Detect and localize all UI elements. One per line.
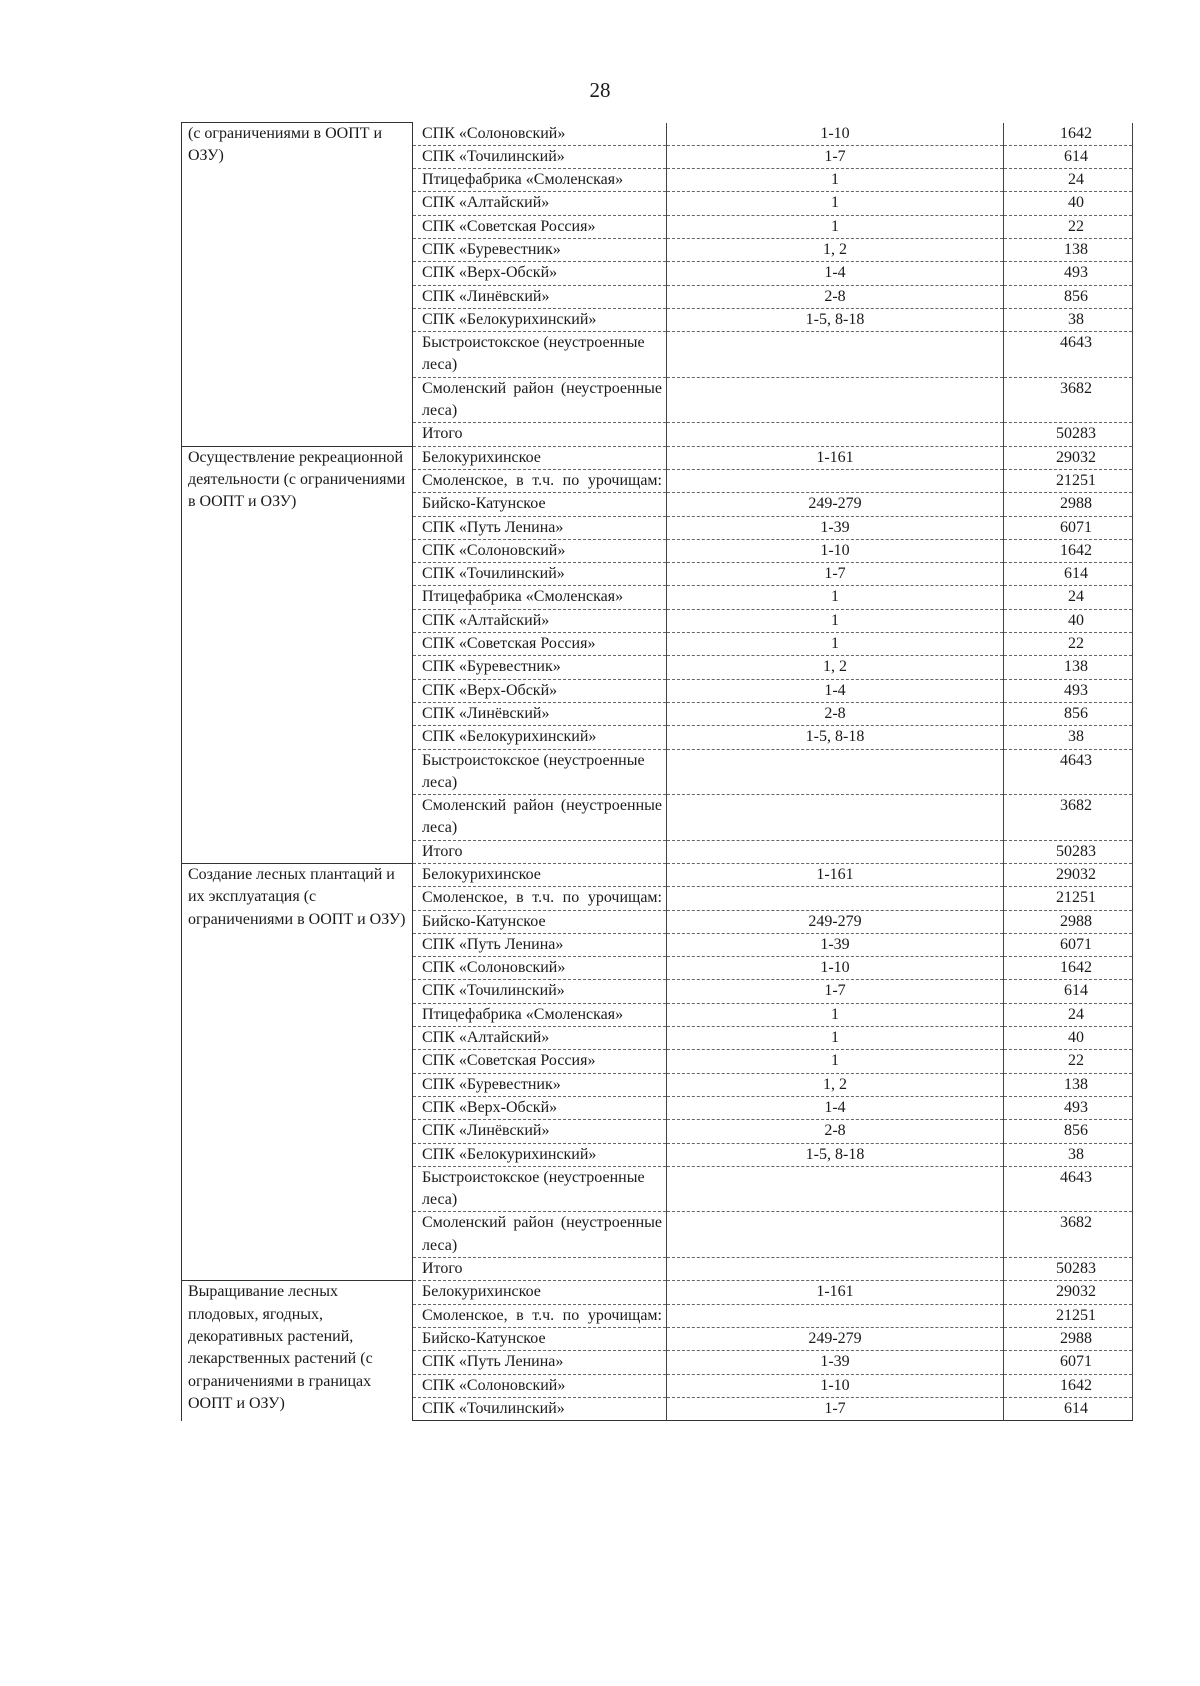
area-cell: 22 [1004,633,1133,656]
table-row [182,123,1133,146]
quarters-cell: 1-5, 8-18 [667,726,1004,749]
quarters-cell: 1-4 [667,679,1004,702]
area-cell: 50283 [1004,423,1133,446]
forestry-name-cell: СПК «Алтайский» [413,1027,667,1050]
quarters-cell: 2-8 [667,285,1004,308]
area-cell: 24 [1004,1003,1133,1026]
area-cell: 6071 [1004,933,1133,956]
forestry-name-text: Смоленское, в т.ч. по урочищам: [422,889,662,907]
forestry-name-cell: СПК «Точилинский» [413,980,667,1003]
area-cell: 4643 [1004,1166,1133,1212]
forestry-name-cell: СПК «Советская Россия» [413,1050,667,1073]
quarters-cell: 1 [667,609,1004,632]
area-cell: 29032 [1004,446,1133,469]
quarters-cell: 1 [667,633,1004,656]
area-cell: 4643 [1004,749,1133,795]
table-body [182,123,1133,1421]
forestry-name-cell: СПК «Алтайский» [413,609,667,632]
forest-use-table [181,122,1133,1421]
category-cell: Осуществление рекреационной деятельности (с ограничениями в ООПТ и ОЗУ) [182,446,413,863]
forestry-name-text: Смоленское, в т.ч. по урочищам: [422,1306,662,1324]
quarters-cell: 1-161 [667,446,1004,469]
area-cell: 1642 [1004,539,1133,562]
forestry-name-cell: СПК «Линёвский» [413,702,667,725]
quarters-cell: 1-4 [667,1096,1004,1119]
forestry-name-cell: Белокурихинское [413,1281,667,1304]
forestry-name-cell: Бийско-Катунское [413,493,667,516]
category-cell: Создание лесных плантаций и их эксплуатация (с ограничениями в ООПТ и ОЗУ) [182,864,413,1281]
forestry-name-cell [413,1304,667,1327]
forestry-name-cell: СПК «Точилинский» [413,1397,667,1420]
forestry-name-cell [413,377,667,423]
area-cell: 614 [1004,980,1133,1003]
area-cell: 856 [1004,285,1133,308]
area-cell: 856 [1004,702,1133,725]
area-cell: 1642 [1004,1374,1133,1397]
area-cell: 2988 [1004,910,1133,933]
quarters-cell: 1 [667,1003,1004,1026]
quarters-cell: 2-8 [667,702,1004,725]
area-cell: 50283 [1004,840,1133,863]
area-cell: 4643 [1004,332,1133,378]
forestry-name-cell: СПК «Советская Россия» [413,215,667,238]
quarters-cell: 1-161 [667,1281,1004,1304]
area-cell: 22 [1004,215,1133,238]
area-cell: 21251 [1004,1304,1133,1327]
area-cell: 6071 [1004,516,1133,539]
forestry-name-cell: СПК «Верх-Обскй» [413,1096,667,1119]
forestry-name-text: Смоленское, в т.ч. по урочищам: [422,471,662,489]
forestry-name-cell [413,887,667,910]
table-row [182,446,1133,469]
category-cell: Выращивание лесных плодовых, ягодных, декоративных растений, лекарственных растений (с ограничениями в границах ООПТ и ОЗУ) [182,1281,413,1421]
area-cell: 614 [1004,145,1133,168]
forestry-name-text: Смоленский район (неустроенные леса) [422,1214,662,1254]
forestry-name-cell: СПК «Линёвский» [413,1120,667,1143]
forestry-name-cell: СПК «Белокурихинский» [413,308,667,331]
area-cell: 50283 [1004,1258,1133,1281]
area-cell: 24 [1004,169,1133,192]
forestry-name-cell: СПК «Белокурихинский» [413,1143,667,1166]
area-cell: 40 [1004,609,1133,632]
quarters-cell [667,1212,1004,1258]
forestry-name-cell: СПК «Белокурихинский» [413,726,667,749]
forestry-name-cell: Белокурихинское [413,446,667,469]
area-cell: 38 [1004,1143,1133,1166]
quarters-cell: 1, 2 [667,238,1004,261]
quarters-cell [667,469,1004,492]
forestry-name-cell: СПК «Советская Россия» [413,633,667,656]
quarters-cell: 1 [667,586,1004,609]
table-row [182,864,1133,887]
forestry-name-cell: СПК «Солоновский» [413,1374,667,1397]
area-cell: 3682 [1004,795,1133,841]
area-cell: 24 [1004,586,1133,609]
forestry-name-cell: Быстроистокское (неустроенные леса) [413,749,667,795]
quarters-cell [667,377,1004,423]
area-cell: 856 [1004,1120,1133,1143]
quarters-cell: 1-10 [667,957,1004,980]
quarters-cell [667,332,1004,378]
area-cell: 21251 [1004,887,1133,910]
table-row [182,1281,1133,1304]
quarters-cell: 249-279 [667,910,1004,933]
quarters-cell [667,1258,1004,1281]
area-cell: 3682 [1004,377,1133,423]
forestry-name-text: Смоленский район (неустроенные леса) [422,797,662,837]
area-cell: 6071 [1004,1351,1133,1374]
forestry-name-cell: СПК «Путь Ленина» [413,1351,667,1374]
forestry-name-cell: СПК «Путь Ленина» [413,516,667,539]
quarters-cell [667,887,1004,910]
quarters-cell: 1 [667,192,1004,215]
forestry-name-cell: СПК «Точилинский» [413,145,667,168]
quarters-cell [667,1166,1004,1212]
quarters-cell: 1, 2 [667,1073,1004,1096]
quarters-cell: 1-7 [667,1397,1004,1420]
quarters-cell [667,423,1004,446]
forestry-name-cell: Быстроистокское (неустроенные леса) [413,1166,667,1212]
quarters-cell [667,795,1004,841]
area-cell: 21251 [1004,469,1133,492]
quarters-cell [667,840,1004,863]
forestry-name-cell [413,795,667,841]
quarters-cell [667,749,1004,795]
forestry-name-text: Смоленский район (неустроенные леса) [422,379,662,420]
quarters-cell: 1-7 [667,145,1004,168]
quarters-cell: 1-39 [667,933,1004,956]
area-cell: 138 [1004,238,1133,261]
quarters-cell: 249-279 [667,1327,1004,1350]
quarters-cell [667,1304,1004,1327]
quarters-cell: 1-5, 8-18 [667,1143,1004,1166]
area-cell: 614 [1004,563,1133,586]
forestry-name-cell: Итого [413,1258,667,1281]
quarters-cell: 249-279 [667,493,1004,516]
forestry-name-cell: Итого [413,840,667,863]
quarters-cell: 1 [667,169,1004,192]
quarters-cell: 1-39 [667,516,1004,539]
forestry-name-cell: СПК «Солоновский» [413,539,667,562]
forestry-name-cell: Птицефабрика «Смоленская» [413,586,667,609]
quarters-cell: 1 [667,1027,1004,1050]
quarters-cell: 1-10 [667,539,1004,562]
forestry-name-cell: СПК «Солоновский» [413,957,667,980]
forestry-name-cell: СПК «Буревестник» [413,1073,667,1096]
area-cell: 29032 [1004,1281,1133,1304]
area-cell: 2988 [1004,493,1133,516]
forestry-name-cell: Птицефабрика «Смоленская» [413,1003,667,1026]
category-cell: (с ограничениями в ООПТ и ОЗУ) [182,123,413,447]
forestry-name-cell: СПК «Алтайский» [413,192,667,215]
forestry-name-cell: СПК «Линёвский» [413,285,667,308]
forestry-name-cell: СПК «Точилинский» [413,563,667,586]
forestry-name-cell: Бийско-Катунское [413,910,667,933]
area-cell: 40 [1004,192,1133,215]
quarters-cell: 1 [667,215,1004,238]
area-cell: 1642 [1004,123,1133,146]
forestry-name-cell: Бийско-Катунское [413,1327,667,1350]
quarters-cell: 1-7 [667,980,1004,1003]
forestry-name-cell: СПК «Верх-Обскй» [413,679,667,702]
quarters-cell: 1, 2 [667,656,1004,679]
quarters-cell: 1-5, 8-18 [667,308,1004,331]
area-cell: 493 [1004,679,1133,702]
area-cell: 29032 [1004,864,1133,887]
area-cell: 138 [1004,656,1133,679]
area-cell: 614 [1004,1397,1133,1420]
quarters-cell: 1-161 [667,864,1004,887]
quarters-cell: 2-8 [667,1120,1004,1143]
area-cell: 38 [1004,726,1133,749]
forestry-name-cell: СПК «Путь Ленина» [413,933,667,956]
area-cell: 22 [1004,1050,1133,1073]
forestry-name-cell: Птицефабрика «Смоленская» [413,169,667,192]
area-cell: 493 [1004,262,1133,285]
forestry-name-cell [413,1212,667,1258]
page-number: 28 [589,78,611,102]
area-cell: 3682 [1004,1212,1133,1258]
forestry-name-cell: СПК «Верх-Обскй» [413,262,667,285]
quarters-cell: 1-7 [667,563,1004,586]
forestry-name-cell: Итого [413,423,667,446]
forestry-name-cell: Белокурихинское [413,864,667,887]
quarters-cell: 1-4 [667,262,1004,285]
forestry-name-cell [413,469,667,492]
area-cell: 1642 [1004,957,1133,980]
forestry-name-cell: СПК «Буревестник» [413,238,667,261]
area-cell: 40 [1004,1027,1133,1050]
quarters-cell: 1 [667,1050,1004,1073]
quarters-cell: 1-10 [667,123,1004,146]
forestry-name-cell: СПК «Солоновский» [413,123,667,146]
area-cell: 138 [1004,1073,1133,1096]
quarters-cell: 1-39 [667,1351,1004,1374]
quarters-cell: 1-10 [667,1374,1004,1397]
forestry-name-cell: Быстроистокское (неустроенные леса) [413,332,667,378]
forestry-name-cell: СПК «Буревестник» [413,656,667,679]
area-cell: 2988 [1004,1327,1133,1350]
area-cell: 38 [1004,308,1133,331]
area-cell: 493 [1004,1096,1133,1119]
